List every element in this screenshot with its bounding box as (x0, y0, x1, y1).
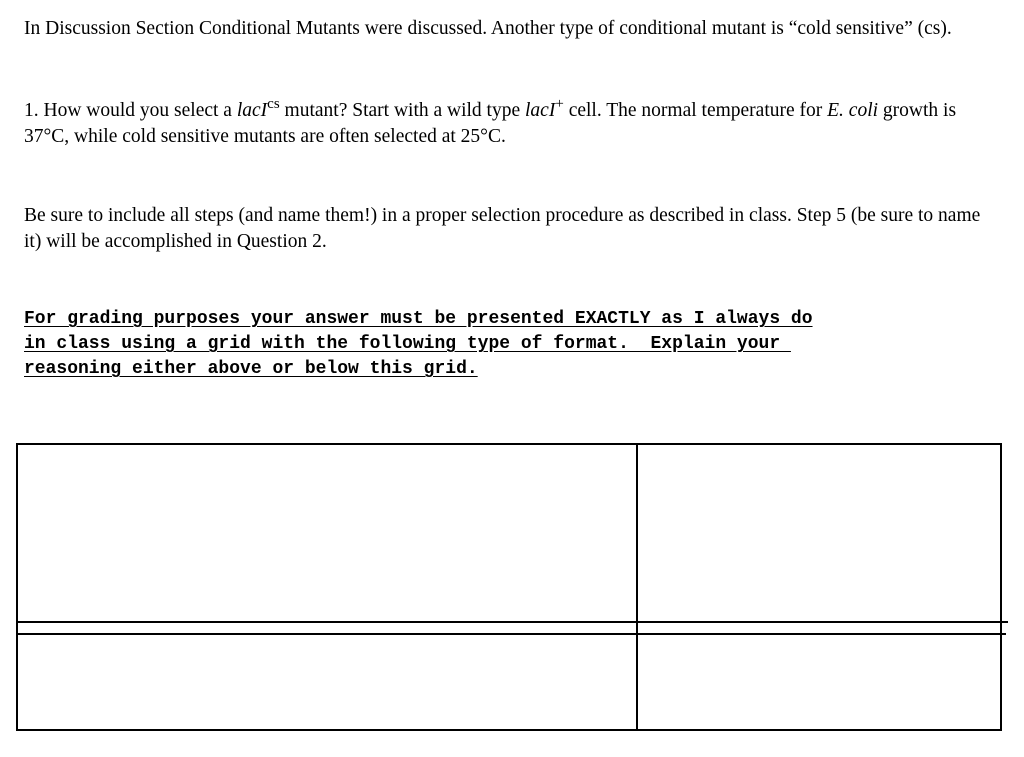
grid-cell-top-right[interactable] (638, 445, 1000, 621)
grid-horizontal-divider-top (16, 621, 1008, 623)
instructions-paragraph (24, 203, 999, 255)
organism-ecoli: E. coli (827, 100, 879, 121)
question-1-text-a: 1. How would you select a (24, 100, 237, 121)
intro-paragraph (24, 16, 999, 42)
grid-cell-bottom-right[interactable] (638, 635, 1000, 729)
grading-line-2: in class using a grid with the following type of format. Explain your (24, 334, 791, 354)
grid-cell-bottom-left[interactable] (18, 635, 636, 729)
superscript-plus: + (555, 95, 564, 112)
gene-laci-cs: lacI (236, 100, 268, 121)
question-1-text-d: growth is 37°C, while cold sensitive mutants are often selected at 25°C. (24, 100, 957, 147)
intro-text: In Discussion Section Conditional Mutants were discussed. Another type of conditional mutant is “cold sensitive” (cs). (24, 18, 952, 39)
grid-cell-top-left[interactable] (18, 445, 636, 621)
question-1-text-b: mutant? Start with a wild type (279, 100, 526, 121)
gene-laci-plus: lacI (525, 100, 556, 121)
grading-line-1: For grading purposes your answer must be presented EXACTLY as I always do (24, 309, 813, 329)
instructions-text: Be sure to include all steps (and name them!) in a proper selection procedure as described in class. Step 5 (be sure to name it) will be accomplished in Question 2. (24, 205, 981, 252)
question-1-paragraph (24, 95, 999, 150)
grading-line-3: reasoning either above or below this grid. (24, 359, 478, 379)
superscript-cs: cs (267, 95, 280, 112)
grading-instructions (24, 307, 1014, 382)
question-1-text-c: cell. The normal temperature for (563, 100, 828, 121)
